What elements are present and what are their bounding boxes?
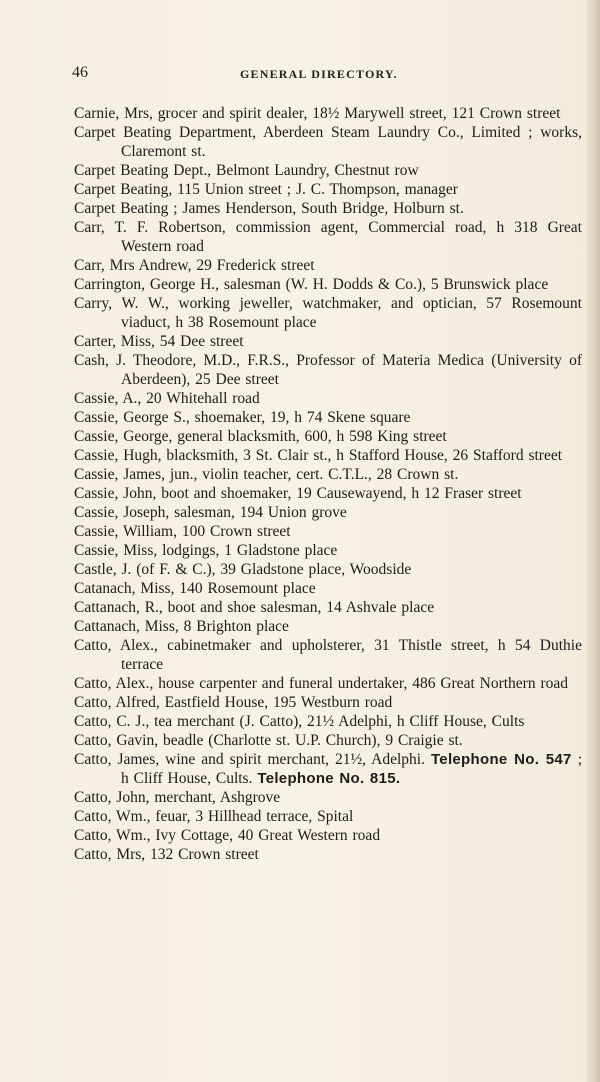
directory-entry: Cassie, George, general blacksmith, 600, h 598 King street	[74, 428, 447, 445]
running-title: GENERAL DIRECTORY.	[240, 67, 398, 81]
directory-entry-telephone: Catto, James, wine and spirit merchant, 21½, Adelphi. Telephone No. 547 ; h Cliff House, Cults. Telephone No. 815.	[74, 751, 582, 787]
directory-entry: Catto, Alfred, Eastfield House, 195 Westburn road	[74, 694, 393, 711]
directory-entry: Carter, Miss, 54 Dee street	[74, 333, 244, 350]
directory-entry: Catto, Wm., Ivy Cottage, 40 Great Western road	[74, 827, 381, 844]
directory-entry: Carry, W. W., working jeweller, watchmaker, and optician, 57 Rosemount viaduct, h 38 Rosemount place	[74, 295, 582, 331]
directory-entry: Carnie, Mrs, grocer and spirit dealer, 18½ Marywell street, 121 Crown street	[74, 105, 561, 122]
directory-entry: Catto, John, merchant, Ashgrove	[74, 789, 281, 806]
directory-entry: Cassie, George S., shoemaker, 19, h 74 Skene square	[74, 409, 411, 426]
directory-entry: Cassie, Miss, lodgings, 1 Gladstone place	[74, 542, 338, 559]
directory-entry: Catto, Alex., house carpenter and funeral undertaker, 486 Great Northern road	[74, 675, 568, 692]
directory-entry: Carpet Beating ; James Henderson, South Bridge, Holburn st.	[74, 200, 464, 217]
directory-entry: Carpet Beating Department, Aberdeen Steam Laundry Co., Limited ; works, Claremont st.	[74, 124, 582, 160]
directory-entry: Carr, T. F. Robertson, commission agent, Commercial road, h 318 Great Western road	[74, 219, 582, 255]
directory-entry: Cassie, Joseph, salesman, 194 Union grove	[74, 504, 347, 521]
page-edge	[586, 0, 600, 1082]
directory-entry: Catto, Wm., feuar, 3 Hillhead terrace, Spital	[74, 808, 354, 825]
directory-entry: Catanach, Miss, 140 Rosemount place	[74, 580, 316, 597]
directory-entries	[74, 104, 582, 864]
directory-entry: Cassie, John, boot and shoemaker, 19 Causewayend, h 12 Fraser street	[74, 485, 522, 502]
directory-entry: Cassie, A., 20 Whitehall road	[74, 390, 260, 407]
directory-entry: Cattanach, R., boot and shoe salesman, 14 Ashvale place	[74, 599, 435, 616]
directory-entry: Carpet Beating Dept., Belmont Laundry, Chestnut row	[74, 162, 419, 179]
directory-entry: Cassie, William, 100 Crown street	[74, 523, 291, 540]
directory-entry: Catto, Mrs, 132 Crown street	[74, 846, 259, 863]
directory-entry: Carr, Mrs Andrew, 29 Frederick street	[74, 257, 315, 274]
directory-entry: Cassie, Hugh, blacksmith, 3 St. Clair st., h Stafford House, 26 Stafford street	[74, 447, 563, 464]
directory-entry: Cattanach, Miss, 8 Brighton place	[74, 618, 289, 635]
telephone-number: Telephone No. 815.	[257, 770, 401, 787]
directory-entry: Cash, J. Theodore, M.D., F.R.S., Professor of Materia Medica (University of Aberdeen), 25 Dee street	[74, 352, 582, 388]
directory-entry: Cassie, James, jun., violin teacher, cert. C.T.L., 28 Crown st.	[74, 466, 459, 483]
directory-entry: Catto, Gavin, beadle (Charlotte st. U.P. Church), 9 Craigie st.	[74, 732, 463, 749]
directory-entry: Carpet Beating, 115 Union street ; J. C. Thompson, manager	[74, 181, 458, 198]
directory-entry: Castle, J. (of F. & C.), 39 Gladstone place, Woodside	[74, 561, 412, 578]
page-number: 46	[72, 64, 88, 81]
directory-entry: Catto, C. J., tea merchant (J. Catto), 21½ Adelphi, h Cliff House, Cults	[74, 713, 525, 730]
directory-entry: Catto, Alex., cabinetmaker and upholsterer, 31 Thistle street, h 54 Duthie terrace	[74, 637, 582, 673]
page-header	[70, 64, 600, 84]
directory-entry: Carrington, George H., salesman (W. H. Dodds & Co.), 5 Brunswick place	[74, 276, 549, 293]
telephone-number: Telephone No. 547	[430, 751, 572, 768]
